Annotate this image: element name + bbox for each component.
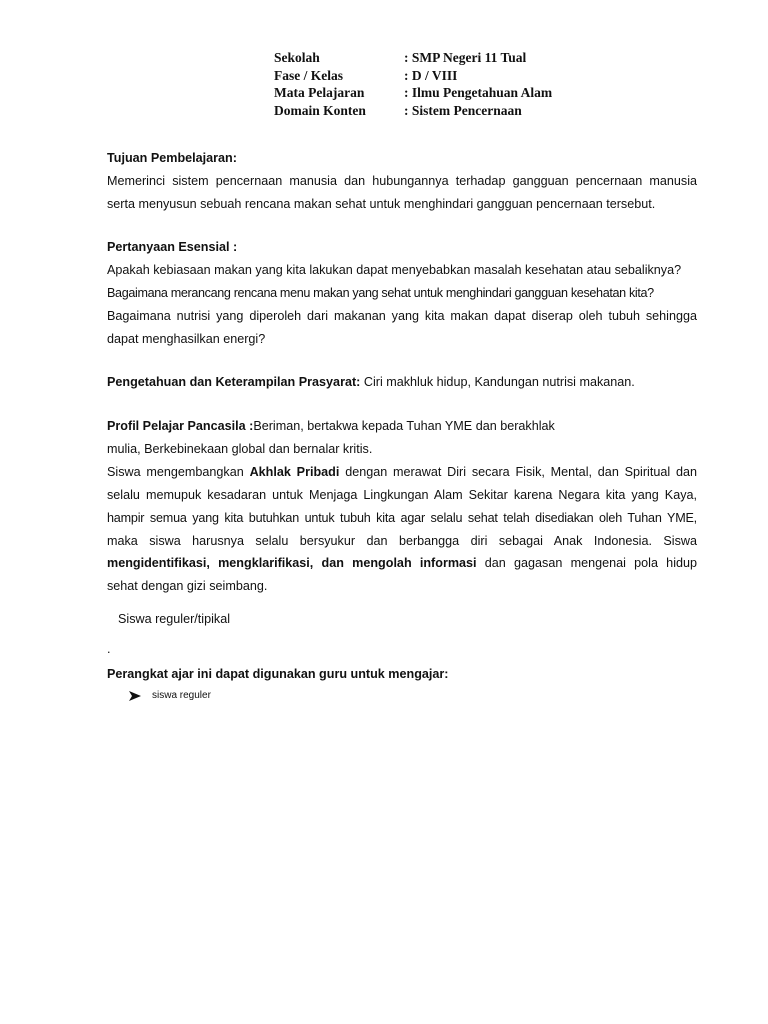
info-label: Fase / Kelas	[274, 67, 343, 83]
essential-question-line: dapat menghasilkan energi?	[107, 332, 266, 346]
profile-body-line: maka siswa harusnya selalu bersyukur dan berbangga diri sebagai Anak Indonesia. Siswa	[107, 534, 697, 548]
profile-text: Beriman, bertakwa kepada Tuhan YME dan berakhlak	[253, 419, 555, 433]
info-label: Sekolah	[274, 50, 320, 65]
profile-body-text	[107, 555, 697, 571]
info-value: : Sistem Pencernaan	[404, 102, 522, 118]
profile-body-text	[107, 464, 697, 480]
profile-heading: Profil Pelajar Pancasila :	[107, 419, 254, 433]
learning-goal-heading: Tujuan Pembelajaran:	[107, 151, 237, 165]
text-span: dan gagasan mengenai pola hidup	[476, 556, 697, 570]
info-row-school	[274, 49, 552, 67]
profile-body-line	[107, 555, 697, 571]
student-type-text: Siswa reguler/tipikal	[118, 612, 230, 626]
essential-question-heading: Pertanyaan Esensial :	[107, 240, 238, 254]
list-item	[129, 689, 211, 703]
info-value: : SMP Negeri 11 Tual	[404, 50, 527, 65]
learning-goal-line: serta menyusun sebuah rencana makan sehat untuk menghindari gangguan pencernaan tersebut.	[107, 197, 656, 211]
info-label: Mata Pelajaran	[274, 85, 365, 100]
profile-body-line	[107, 464, 697, 480]
prerequisite-paragraph	[107, 374, 635, 390]
info-row-subject	[274, 84, 552, 102]
text-span: Siswa mengembangkan	[107, 465, 250, 479]
info-value: : D / VIII	[404, 67, 458, 83]
essential-question-line: Bagaimana nutrisi yang diperoleh dari makanan yang kita makan dapat diserap oleh tubuh sehingga	[107, 309, 697, 323]
teaching-kit-heading: Perangkat ajar ini dapat digunakan guru untuk mengajar:	[107, 667, 449, 681]
profile-body-line: sehat dengan gizi seimbang.	[107, 579, 268, 593]
prerequisite-text: Ciri makhluk hidup, Kandungan nutrisi makanan.	[360, 375, 635, 389]
essential-question-line: Bagaimana merancang rencana menu makan yang sehat untuk menghindari gangguan kesehatan kita?	[107, 286, 654, 300]
prerequisite-heading: Pengetahuan dan Keterampilan Prasyarat:	[107, 375, 361, 389]
info-label: Domain Konten	[274, 102, 366, 118]
profile-body-line: selalu memupuk kesadaran untuk Menjaga Lingkungan Alam Sekitar karena Negara kita yang Kaya,	[107, 488, 697, 502]
info-row-domain	[274, 102, 552, 120]
profile-body-line: hampir semua yang kita butuhkan untuk tubuh kita agar selalu sehat telah disediakan oleh Tuhan YME,	[107, 511, 697, 525]
profile-line: mulia, Berkebinekaan global dan bernalar kritis.	[107, 442, 373, 456]
bold-span: mengidentifikasi, mengklarifikasi, dan mengolah informasi	[107, 556, 477, 570]
text-span: dengan merawat Diri secara Fisik, Mental, dan Spiritual dan	[339, 465, 697, 479]
info-row-class	[274, 67, 552, 85]
essential-question-line: Apakah kebiasaan makan yang kita lakukan dapat menyebabkan masalah kesehatan atau sebaliknya?	[107, 263, 682, 277]
learning-goal-line: Memerinci sistem pencernaan manusia dan hubungannya terhadap gangguan pencernaan manusia	[107, 174, 697, 188]
profile-paragraph	[107, 418, 555, 434]
info-value: : Ilmu Pengetahuan Alam	[404, 85, 553, 100]
bold-span: Akhlak Pribadi	[249, 465, 340, 479]
list-item-label: siswa reguler	[152, 690, 211, 701]
school-info-table	[274, 49, 552, 119]
arrow-bullet-icon	[129, 691, 141, 701]
stray-dot: .	[107, 642, 111, 656]
